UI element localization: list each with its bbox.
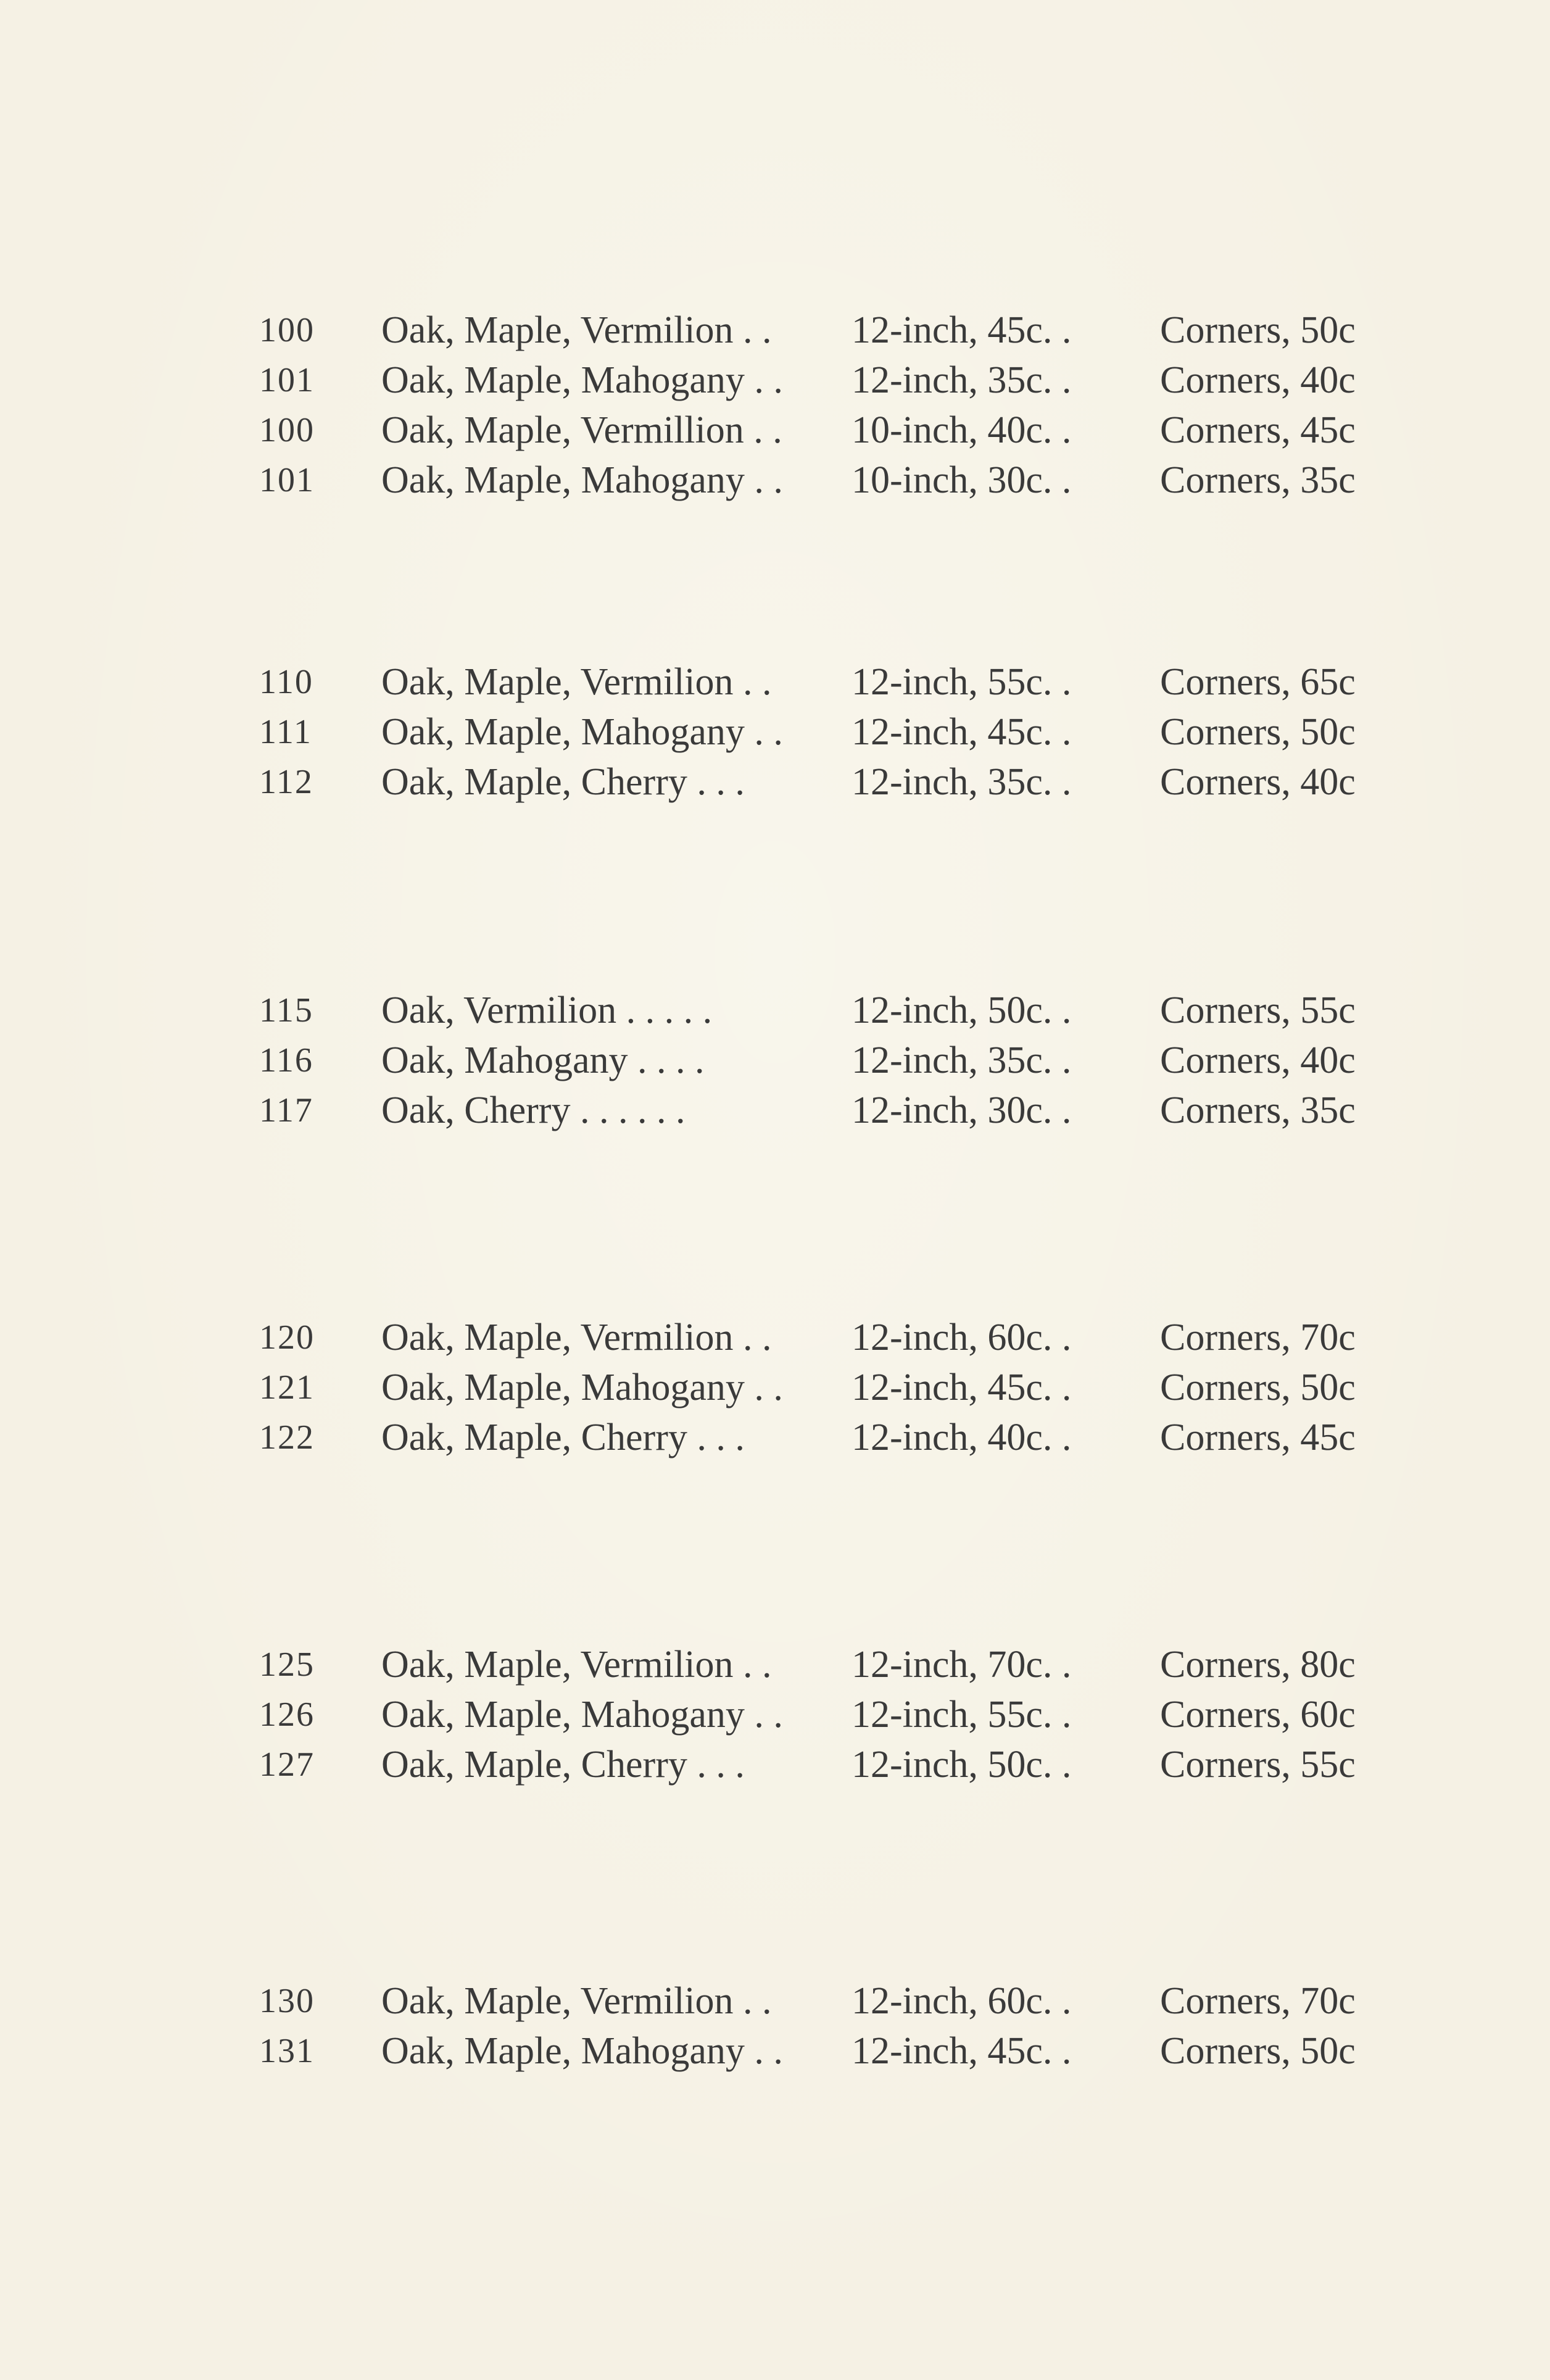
- corners-price: Corners, 80c: [1160, 1644, 1356, 1686]
- wood-list: [381, 1036, 801, 1086]
- size-price: 10-inch, 40c. .: [852, 409, 1072, 451]
- wood-list: [381, 657, 801, 707]
- size-price: 12-inch, 45c. .: [852, 1367, 1072, 1408]
- wood-names: Oak, Maple, Mahogany: [381, 1367, 745, 1408]
- wood-names: Oak, Maple, Mahogany: [381, 1694, 745, 1736]
- item-number: 117: [259, 1091, 313, 1130]
- price-row: [259, 306, 1388, 356]
- wood-names: Oak, Vermilion: [381, 989, 617, 1031]
- price-row: [259, 1740, 1388, 1790]
- price-group-120: [259, 1313, 1388, 1463]
- wood-names: Oak, Maple, Cherry: [381, 1417, 687, 1458]
- item-number: 130: [259, 1982, 315, 2020]
- size-price: 12-inch, 40c. .: [852, 1417, 1072, 1458]
- item-number: 110: [259, 663, 313, 701]
- dot-leader: . .: [733, 1317, 772, 1359]
- size-price: 12-inch, 60c. .: [852, 1980, 1072, 2022]
- dot-leader: . .: [744, 409, 782, 451]
- corners-price: Corners, 50c: [1160, 2030, 1356, 2072]
- dot-leader: . . . . . .: [570, 1089, 686, 1131]
- price-group-115: [259, 986, 1388, 1136]
- price-group-100: [259, 306, 1388, 506]
- item-number: 131: [259, 2032, 315, 2070]
- size-price: 12-inch, 50c. .: [852, 989, 1072, 1031]
- wood-names: Oak, Maple, Cherry: [381, 761, 687, 803]
- size-price: 12-inch, 45c. .: [852, 711, 1072, 753]
- wood-names: Oak, Maple, Cherry: [381, 1744, 687, 1786]
- wood-names: Oak, Maple, Vermillion: [381, 409, 744, 451]
- corners-price: Corners, 40c: [1160, 359, 1356, 401]
- dot-leader: . .: [744, 2030, 783, 2072]
- size-price: 12-inch, 45c. .: [852, 2030, 1072, 2072]
- price-row: [259, 707, 1388, 757]
- size-price: 12-inch, 55c. .: [852, 661, 1072, 703]
- corners-price: Corners, 65c: [1160, 661, 1356, 703]
- corners-price: Corners, 35c: [1160, 459, 1356, 501]
- wood-list: [381, 757, 801, 807]
- price-row: [259, 356, 1388, 406]
- item-number: 100: [259, 311, 315, 349]
- price-group-110: [259, 657, 1388, 807]
- dot-leader: . .: [744, 359, 783, 401]
- price-row: [259, 757, 1388, 807]
- item-number: 126: [259, 1696, 315, 1734]
- corners-price: Corners, 50c: [1160, 309, 1356, 351]
- item-number: 100: [259, 411, 315, 449]
- wood-list: [381, 986, 801, 1036]
- size-price: 10-inch, 30c. .: [852, 459, 1072, 501]
- dot-leader: . .: [733, 661, 772, 703]
- item-number: 111: [259, 713, 312, 751]
- wood-names: Oak, Maple, Mahogany: [381, 711, 745, 753]
- item-number: 122: [259, 1418, 315, 1457]
- wood-names: Oak, Maple, Vermilion: [381, 661, 734, 703]
- wood-names: Oak, Maple, Vermilion: [381, 1980, 734, 2022]
- size-price: 12-inch, 35c. .: [852, 1039, 1072, 1081]
- dot-leader: . .: [733, 1980, 772, 2022]
- dot-leader: . .: [744, 459, 783, 501]
- item-number: 101: [259, 461, 315, 499]
- wood-list: [381, 1740, 801, 1790]
- price-row: [259, 1036, 1388, 1086]
- price-row: [259, 2026, 1388, 2076]
- price-row: [259, 1976, 1388, 2026]
- price-row: [259, 657, 1388, 707]
- corners-price: Corners, 45c: [1160, 1417, 1356, 1458]
- corners-price: Corners, 50c: [1160, 711, 1356, 753]
- price-row: [259, 986, 1388, 1036]
- price-row: [259, 1413, 1388, 1463]
- wood-names: Oak, Maple, Mahogany: [381, 2030, 745, 2072]
- corners-price: Corners, 55c: [1160, 1744, 1356, 1786]
- wood-names: Oak, Maple, Mahogany: [381, 359, 745, 401]
- dot-leader: . .: [744, 1367, 783, 1408]
- wood-list: [381, 707, 801, 757]
- price-row: [259, 1690, 1388, 1740]
- corners-price: Corners, 50c: [1160, 1367, 1356, 1408]
- wood-list: [381, 356, 801, 406]
- item-number: 101: [259, 361, 315, 399]
- dot-leader: . . .: [687, 761, 745, 803]
- wood-names: Oak, Mahogany: [381, 1039, 628, 1081]
- item-number: 116: [259, 1041, 313, 1080]
- size-price: 12-inch, 60c. .: [852, 1317, 1072, 1359]
- wood-list: [381, 406, 801, 456]
- price-row: [259, 1640, 1388, 1690]
- wood-list: [381, 1313, 801, 1363]
- corners-price: Corners, 35c: [1160, 1089, 1356, 1131]
- size-price: 12-inch, 35c. .: [852, 761, 1072, 803]
- wood-list: [381, 1640, 801, 1690]
- wood-names: Oak, Cherry: [381, 1089, 571, 1131]
- price-row: [259, 456, 1388, 506]
- wood-names: Oak, Maple, Vermilion: [381, 1317, 734, 1359]
- size-price: 12-inch, 55c. .: [852, 1694, 1072, 1736]
- wood-list: [381, 1690, 801, 1740]
- size-price: 12-inch, 30c. .: [852, 1089, 1072, 1131]
- item-number: 120: [259, 1318, 315, 1357]
- wood-list: [381, 1363, 801, 1413]
- corners-price: Corners, 70c: [1160, 1317, 1356, 1359]
- corners-price: Corners, 40c: [1160, 1039, 1356, 1081]
- price-group-125: [259, 1640, 1388, 1790]
- item-number: 115: [259, 991, 313, 1030]
- size-price: 12-inch, 35c. .: [852, 359, 1072, 401]
- dot-leader: . .: [733, 1644, 772, 1686]
- dot-leader: . . . . .: [616, 989, 713, 1031]
- dot-leader: . .: [733, 309, 772, 351]
- wood-list: [381, 1976, 801, 2026]
- wood-list: [381, 306, 801, 356]
- corners-price: Corners, 70c: [1160, 1980, 1356, 2022]
- item-number: 125: [259, 1646, 315, 1684]
- price-group-130: [259, 1976, 1388, 2076]
- corners-price: Corners, 60c: [1160, 1694, 1356, 1736]
- dot-leader: . .: [744, 1694, 783, 1736]
- dot-leader: . . .: [687, 1744, 745, 1786]
- item-number: 112: [259, 763, 313, 801]
- corners-price: Corners, 40c: [1160, 761, 1356, 803]
- size-price: 12-inch, 70c. .: [852, 1644, 1072, 1686]
- wood-list: [381, 1413, 801, 1463]
- wood-names: Oak, Maple, Mahogany: [381, 459, 745, 501]
- corners-price: Corners, 45c: [1160, 409, 1356, 451]
- price-row: [259, 1363, 1388, 1413]
- size-price: 12-inch, 50c. .: [852, 1744, 1072, 1786]
- item-number: 121: [259, 1368, 315, 1407]
- wood-list: [381, 456, 801, 506]
- wood-names: Oak, Maple, Vermilion: [381, 1644, 734, 1686]
- dot-leader: . . .: [687, 1417, 745, 1458]
- wood-list: [381, 2026, 801, 2076]
- price-row: [259, 1086, 1388, 1136]
- wood-list: [381, 1086, 801, 1136]
- dot-leader: . .: [744, 711, 783, 753]
- wood-names: Oak, Maple, Vermilion: [381, 309, 734, 351]
- price-row: [259, 1313, 1388, 1363]
- corners-price: Corners, 55c: [1160, 989, 1356, 1031]
- size-price: 12-inch, 45c. .: [852, 309, 1072, 351]
- price-row: [259, 406, 1388, 456]
- dot-leader: . . . .: [628, 1039, 705, 1081]
- item-number: 127: [259, 1745, 315, 1784]
